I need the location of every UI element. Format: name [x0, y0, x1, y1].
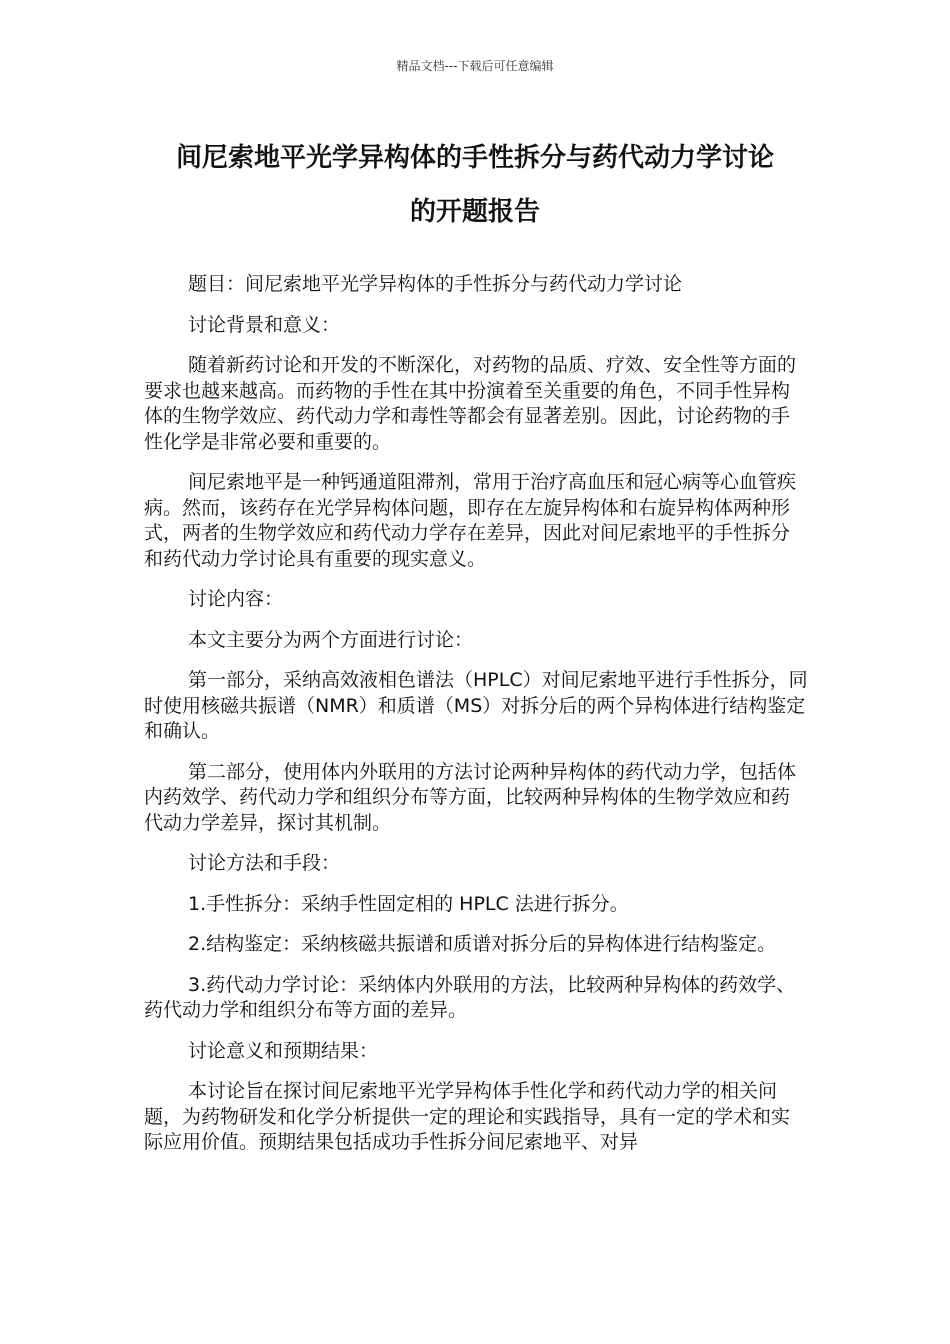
subject-line: 题目：间尼索地平光学异构体的手性拆分与药代动力学讨论: [188, 273, 683, 295]
section-heading-background: 讨论背景和意义：: [188, 313, 341, 336]
paragraph-content-part2: 第二部分，使用体内外联用的方法讨论两种异构体的药代动力学，包括体内药效学、药代动力学和组织分布等方面，比较两种异构体的生物学效应和药代动力学差异，探讨其机制。: [144, 760, 797, 834]
document-body: [144, 272, 808, 1171]
section-heading-methods: 讨论方法和手段：: [188, 852, 341, 874]
paragraph-content-part1: 第一部分，采纳高效液相色谱法（HPLC）对间尼索地平进行手性拆分，同时使用核磁共振谱（NMR）和质谱（MS）对拆分后的两个异构体进行结构鉴定和确认。: [144, 669, 808, 742]
title-line-1: 间尼索地平光学异构体的手性拆分与药代动力学讨论: [175, 143, 774, 173]
section-heading-significance: 讨论意义和预期结果：: [188, 1039, 379, 1062]
paragraph-significance: 本讨论旨在探讨间尼索地平光学异构体手性化学和药代动力学的相关问题，为药物研发和化学分析提供一定的理论和实践指导，具有一定的学术和实际应用价值。预期结果包括成功手性拆分间尼索地平、对异: [144, 1080, 791, 1153]
paragraph-background-2: 间尼索地平是一种钙通道阻滞剂，常用于治疗高血压和冠心病等心血管疾病。然而，该药存在光学异构体问题，即存在左旋异构体和右旋异构体两种形式，两者的生物学效应和药代动力学存在差异，因此对间尼索地平的手性拆分和药代动力学讨论具有重要的现实意义。: [144, 471, 797, 570]
title-line-2: 的开题报告: [409, 197, 540, 227]
paragraph-content-intro: 本文主要分为两个方面进行讨论：: [188, 628, 474, 651]
method-item-3: 3.药代动力学讨论：采纳体内外联用的方法，比较两种异构体的药效学、药代动力学和组织分布等方面的差异。: [144, 973, 796, 1021]
document-title: [120, 131, 830, 239]
page-header: 精品文档---下载后可任意编辑: [396, 59, 554, 73]
paragraph-background-1: 随着新药讨论和开发的不断深化，对药物的品质、疗效、安全性等方面的要求也越来越高。而药物的手性在其中扮演着至关重要的角色，不同手性异构体的生物学效应、药代动力学和毒性等都会有显著差别。因此，讨论药物的手性化学是非常必要和重要的。: [144, 354, 797, 453]
section-heading-content: 讨论内容：: [188, 588, 284, 610]
method-item-1: 1.手性拆分：采纳手性固定相的 HPLC 法进行拆分。: [188, 892, 629, 915]
method-item-2: 2.结构鉴定：采纳核磁共振谱和质谱对拆分后的异构体进行结构鉴定。: [188, 933, 777, 955]
